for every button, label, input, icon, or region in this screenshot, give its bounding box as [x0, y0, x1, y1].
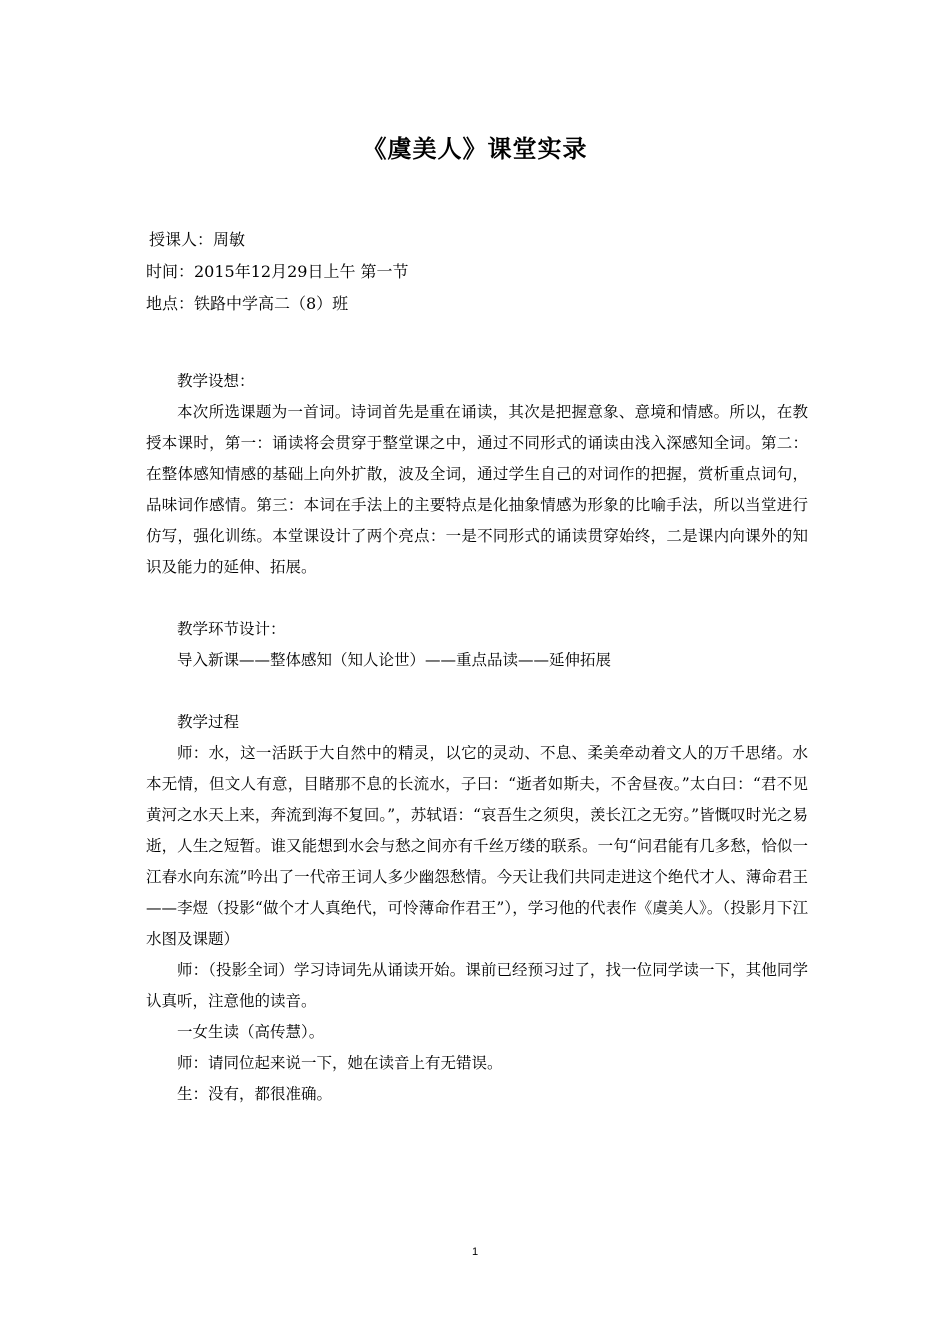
- spacer: [146, 583, 808, 614]
- page-number: 1: [471, 1246, 479, 1258]
- time-line: 时间：2015年12月29日上午 第一节: [146, 262, 409, 281]
- process-paragraph: 生：没有，都很准确。: [177, 1085, 333, 1103]
- design-paragraph: 本次所选课题为一首词。诗词首先是重在诵读，其次是把握意象、意境和情感。所以，在教授本课时，第一：诵读将会贯穿于整堂课之中，通过不同形式的诵读由浅入深感知全词。第二：在整体感知情感的基础上向外扩散，波及全词，通过学生自己的对词作的把握，赏析重点词句，品味词作感情。第三：本词在手法上的主要特点是化抽象情感为形象的比喻手法，所以当堂进行仿写，强化训练。本堂课设计了两个亮点：一是不同形式的诵读贯穿始终，二是课内向课外的知识及能力的延伸、拓展。: [146, 403, 808, 576]
- teacher-line: 授课人：周敏: [149, 230, 246, 249]
- steps-paragraph: 导入新课——整体感知（知人论世）——重点品读——延伸拓展: [177, 651, 612, 669]
- design-heading: 教学设想：: [177, 372, 255, 390]
- document-title: 《虞美人》课堂实录: [362, 134, 588, 163]
- process-paragraph: 师：请同位起来说一下，她在读音上有无错误。: [177, 1054, 503, 1072]
- process-paragraph: 一女生读（高传慧）。: [177, 1023, 325, 1041]
- lesson-info: [146, 224, 409, 320]
- place-line: 地点：铁路中学高二（8）班: [146, 294, 349, 313]
- document-body: [146, 366, 808, 1110]
- process-heading: 教学过程: [177, 713, 240, 731]
- spacer: [146, 676, 808, 707]
- process-paragraph: 师：水，这一活跃于大自然中的精灵，以它的灵动、不息、柔美牵动着文人的万千思绪。水本无情，但文人有意，目睹那不息的长流水，子曰：“逝者如斯夫，不舍昼夜。”太白曰：“君不见黄河之水天上来，奔流到海不复回。”，苏轼语：“哀吾生之须臾，羡长江之无穷。”皆慨叹时光之易逝，人生之短暂。谁又能想到水会与愁之间亦有千丝万缕的联系。一句“问君能有几多愁，恰似一江春水向东流”吟出了一代帝王词人多少幽怨愁情。今天让我们共同走进这个绝代才人、薄命君王——李煜（投影“做个才人真绝代，可怜薄命作君王”），学习他的代表作《虞美人》。（投影月下江水图及课题）: [146, 744, 808, 948]
- steps-heading: 教学环节设计：: [177, 620, 286, 638]
- process-paragraph: 师：（投影全词）学习诗词先从诵读开始。课前已经预习过了，找一位同学读一下，其他同学认真听，注意他的读音。: [146, 961, 808, 1010]
